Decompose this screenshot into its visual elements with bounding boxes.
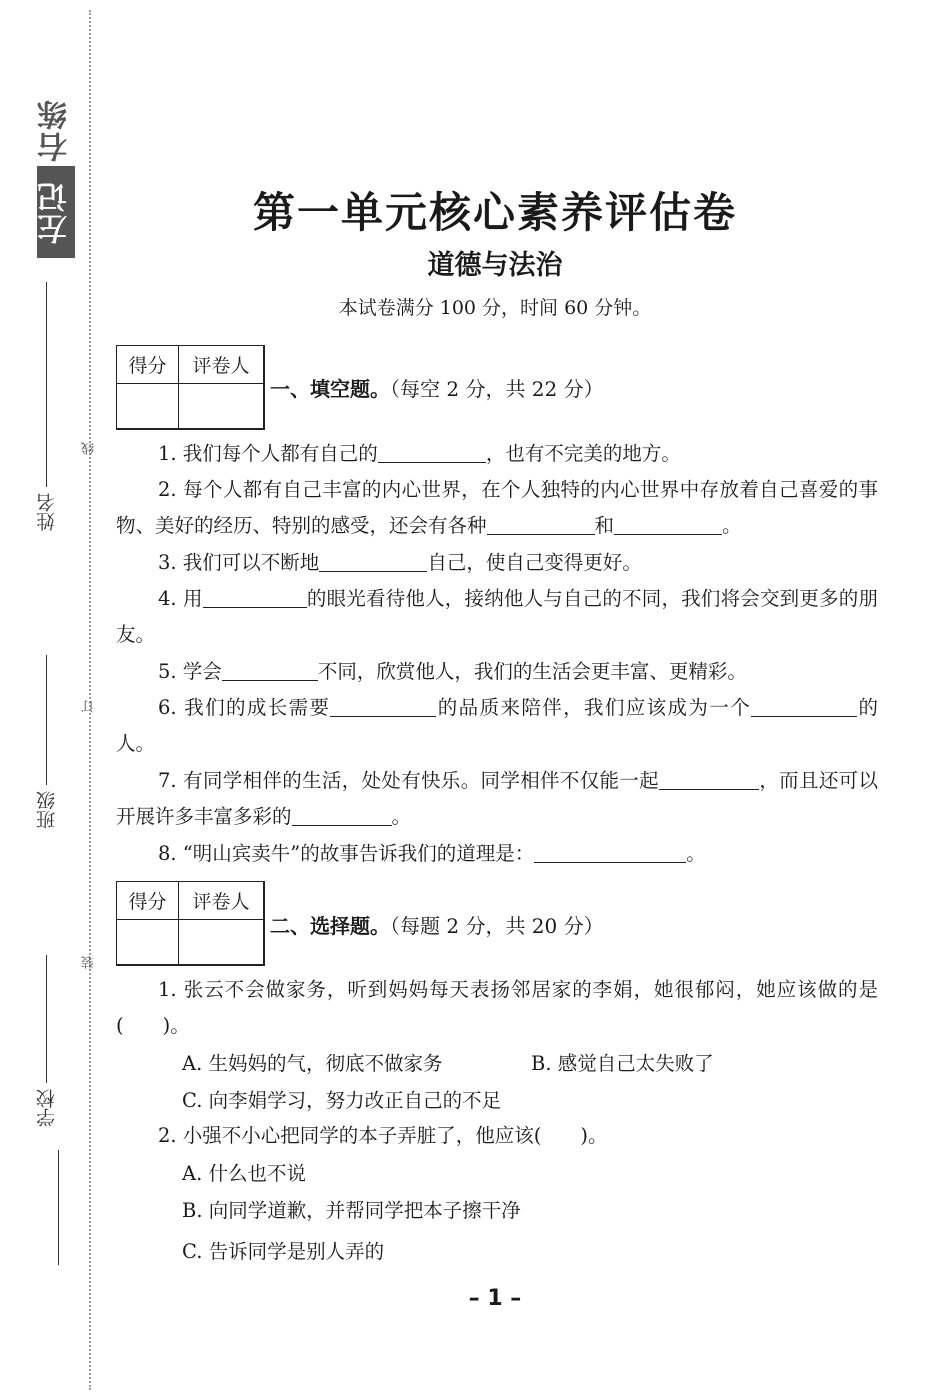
choice1-option-a[interactable]: A. 生妈妈的气，彻底不做家务	[182, 1052, 443, 1075]
choice1-option-b[interactable]: B. 感觉自己太失败了	[531, 1052, 714, 1075]
brand-right-text: 右练	[38, 98, 73, 162]
class-line	[46, 655, 47, 785]
q2-text-c: 。	[722, 514, 742, 537]
q6-text-b: 的品质来陪伴，我们应该成为一个	[436, 696, 752, 719]
section1-heading	[270, 373, 604, 402]
fill-question-5	[116, 654, 878, 690]
section2-points: （每题 2 分，共 20 分）	[390, 914, 604, 938]
q5-text-a: 5. 学会	[158, 660, 222, 683]
score-header: 得分	[117, 346, 179, 384]
answer-blank[interactable]	[751, 694, 857, 717]
section2-title: 二、选择题。	[270, 914, 390, 938]
answer-blank[interactable]	[222, 658, 318, 681]
q6-text-a: 6. 我们的成长需要	[158, 696, 331, 719]
fill-question-3	[116, 545, 878, 581]
fill-question-8	[116, 836, 878, 872]
school-line-extra	[58, 1150, 59, 1265]
section2-heading	[270, 910, 604, 939]
q2-text-b: 和	[594, 514, 615, 537]
answer-blank[interactable]	[614, 512, 722, 535]
name-label: 姓名	[35, 493, 58, 531]
subject-title: 道德与法治	[427, 250, 563, 281]
q2-text-a: 2. 每个人都有自己丰富的内心世界，在个人独特的内心世界中存放着自己喜爱的事物、美好的经历、特别的感受，还会有各种	[116, 478, 878, 537]
q6-text-c: 的人。	[116, 696, 878, 755]
choice1-option-c[interactable]: C. 向李娟学习，努力改正自己的不足	[182, 1089, 502, 1112]
class-field[interactable]	[28, 655, 64, 829]
grader-header: 评卷人	[179, 882, 263, 920]
choice2-option-b[interactable]: B. 向同学道歉，并帮同学把本子擦干净	[182, 1199, 521, 1222]
answer-blank[interactable]	[534, 840, 686, 863]
fill-question-1	[116, 436, 878, 472]
q3-text-b: 自己，使自己变得更好。	[427, 551, 642, 574]
answer-blank[interactable]	[487, 512, 595, 535]
answer-blank[interactable]	[378, 440, 486, 463]
bind-mark-top: 线	[82, 442, 97, 455]
q7-text-c: 。	[391, 805, 412, 828]
q4-text-b: 的眼光看待他人，接纳他人与自己的不同，我们将会交到更多的朋友。	[116, 587, 878, 646]
choice-question-1	[116, 972, 878, 1044]
q5-text-b: 不同，欣赏他人，我们的生活会更丰富、更精彩。	[317, 660, 747, 683]
fill-question-7	[116, 763, 878, 835]
grader-cell[interactable]	[179, 920, 263, 964]
choice2-option-c[interactable]: C. 告诉同学是别人弄的	[182, 1240, 385, 1263]
page-number: – 1 –	[468, 1286, 522, 1311]
q8-text-b: 。	[686, 842, 706, 865]
section1-points: （每空 2 分，共 22 分）	[390, 377, 604, 401]
q4-text-a: 4. 用	[158, 587, 203, 610]
q7-text-b: ，而且还可以开展许多丰富多彩的	[116, 769, 878, 828]
answer-blank[interactable]	[330, 694, 436, 717]
q1-text-b: ，也有不完美的地方。	[485, 442, 681, 465]
q3-text-a: 3. 我们可以不断地	[158, 551, 320, 574]
school-field[interactable]	[28, 955, 64, 1127]
section1-title: 一、填空题。	[270, 377, 390, 401]
q8-text-a: 8. “明山宾卖牛”的故事告诉我们的道理是：	[158, 842, 535, 865]
score-cell[interactable]	[117, 920, 179, 964]
grader-header: 评卷人	[179, 346, 263, 384]
exam-note: 本试卷满分 100 分，时间 60 分钟。	[338, 297, 652, 319]
fill-question-2	[116, 472, 878, 544]
choice-question-2	[116, 1118, 878, 1154]
page-title: 第一单元核心素养评估卷	[252, 188, 737, 237]
choice2-option-a[interactable]: A. 什么也不说	[182, 1162, 306, 1185]
bind-mark-bottom: 装	[82, 956, 97, 969]
answer-blank[interactable]	[659, 767, 759, 790]
choice2-stem: 2. 小强不小心把同学的本子弄脏了，他应该( )。	[158, 1124, 608, 1147]
grader-cell[interactable]	[179, 384, 263, 428]
answer-blank[interactable]	[292, 803, 392, 826]
answer-blank[interactable]	[203, 585, 307, 608]
score-table-2	[116, 881, 265, 966]
school-label: 学校	[35, 1089, 58, 1127]
score-cell[interactable]	[117, 384, 179, 428]
choice1-stem: 1. 张云不会做家务，听到妈妈每天表扬邻居家的李娟，她很郁闷，她应该做的是( )。	[116, 978, 878, 1037]
q1-text-a: 1. 我们每个人都有自己的	[158, 442, 378, 465]
q7-text-a: 7. 有同学相伴的生活，处处有快乐。同学相伴不仅能一起	[158, 769, 660, 792]
answer-blank[interactable]	[319, 549, 427, 572]
fill-question-4	[116, 581, 878, 653]
bind-mark-mid: 订	[82, 700, 97, 713]
school-line	[46, 955, 47, 1083]
brand-left-box: 左记	[37, 166, 75, 258]
class-label: 班级	[35, 791, 58, 829]
score-table-1	[116, 345, 265, 430]
score-header: 得分	[117, 882, 179, 920]
fill-question-6	[116, 690, 878, 762]
